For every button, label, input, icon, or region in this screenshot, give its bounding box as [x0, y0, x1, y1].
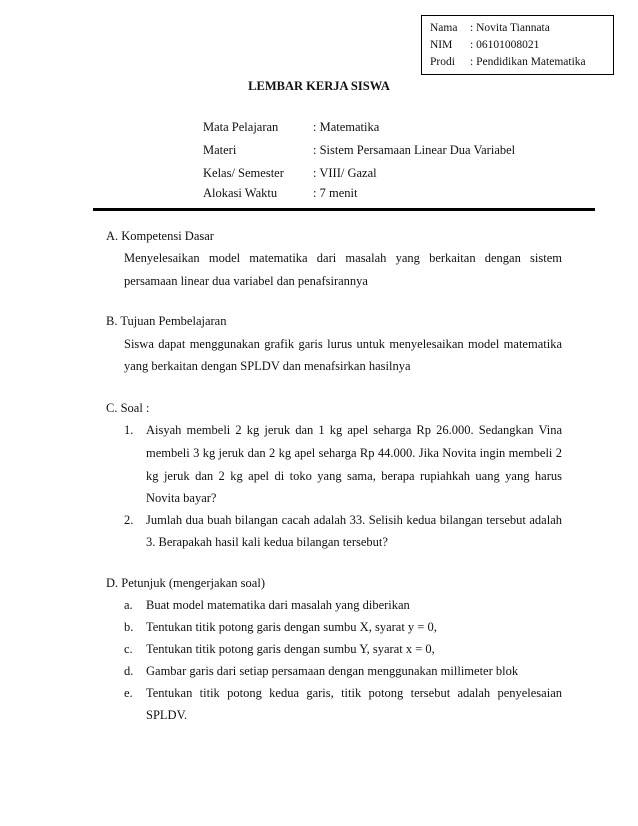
meta-row-subject — [0, 120, 638, 136]
instruction-marker: b. — [124, 620, 134, 634]
instruction-marker: d. — [124, 664, 134, 678]
identity-value: : 06101008021 — [470, 39, 540, 51]
instruction-line: Tentukan titik potong garis dengan sumbu X, syarat y = 0, — [146, 620, 437, 634]
section-b-heading: B. Tujuan Pembelajaran — [106, 314, 227, 328]
question-line: Jumlah dua buah bilangan cacah adalah 33. Selisih kedua bilangan tersebut adalah — [146, 513, 562, 527]
section-d-heading: D. Petunjuk (mengerjakan soal) — [106, 576, 265, 590]
meta-label: Mata Pelajaran — [203, 120, 279, 134]
instruction-marker: e. — [124, 686, 133, 700]
meta-row-class — [0, 166, 638, 182]
section-c-heading: C. Soal : — [106, 401, 150, 415]
instruction-marker: a. — [124, 598, 133, 612]
meta-label: Alokasi Waktu — [203, 186, 278, 200]
identity-row-prodi — [430, 56, 586, 73]
identity-row-nim — [430, 39, 539, 56]
page-title: LEMBAR KERJA SISWA — [248, 79, 390, 93]
meta-label: Kelas/ Semester — [203, 166, 284, 180]
meta-value: : Sistem Persamaan Linear Dua Variabel — [313, 143, 516, 157]
meta-value: : Matematika — [313, 120, 380, 134]
identity-box — [421, 15, 614, 75]
instruction-line: Tentukan titik potong garis dengan sumbu Y, syarat x = 0, — [146, 642, 435, 656]
section-b-line: Siswa dapat menggunakan grafik garis lurus untuk menyelesaikan model matematika — [124, 337, 562, 351]
question-marker: 1. — [124, 423, 134, 437]
question-line: membeli 3 kg jeruk dan 2 kg apel seharga Rp 44.000. Jika Novita ingin membeli 2 — [146, 446, 562, 460]
identity-label: NIM — [430, 39, 453, 51]
meta-value: : 7 menit — [313, 186, 358, 200]
question-line: Aisyah membeli 2 kg jeruk dan 1 kg apel seharga Rp 26.000. Sedangkan Vina — [146, 423, 562, 437]
question-line: 3. Berapakah hasil kali kedua bilangan tersebut? — [146, 535, 388, 549]
identity-value: : Novita Tiannata — [470, 22, 550, 34]
meta-row-material — [0, 143, 638, 159]
header-divider — [93, 208, 595, 211]
question-line: kg jeruk dan 2 kg apel di toko yang sama, berapa rupiahkah uang yang harus — [146, 469, 562, 483]
question-marker: 2. — [124, 513, 134, 527]
question-line: Novita bayar? — [146, 491, 217, 505]
instruction-line: Buat model matematika dari masalah yang diberikan — [146, 598, 410, 612]
instruction-line: Tentukan titik potong kedua garis, titik potong tersebut adalah penyelesaian — [146, 686, 562, 700]
identity-row-nama — [430, 22, 550, 39]
instruction-line: Gambar garis dari setiap persamaan dengan menggunakan millimeter blok — [146, 664, 519, 678]
identity-value: : Pendidikan Matematika — [470, 56, 586, 68]
instruction-marker: c. — [124, 642, 133, 656]
section-a-line: persamaan linear dua variabel dan penafsirannya — [124, 274, 368, 288]
section-b-line: yang berkaitan dengan SPLDV dan menafsirkan hasilnya — [124, 359, 411, 373]
meta-value: : VIII/ Gazal — [313, 166, 377, 180]
section-a-line: Menyelesaikan model matematika dari masalah yang berkaitan dengan sistem — [124, 251, 562, 265]
identity-label: Nama — [430, 22, 458, 34]
section-a-heading: A. Kompetensi Dasar — [106, 229, 214, 243]
identity-label: Prodi — [430, 56, 455, 68]
meta-label: Materi — [203, 143, 237, 157]
meta-row-time — [0, 186, 638, 202]
instruction-line: SPLDV. — [146, 708, 188, 722]
